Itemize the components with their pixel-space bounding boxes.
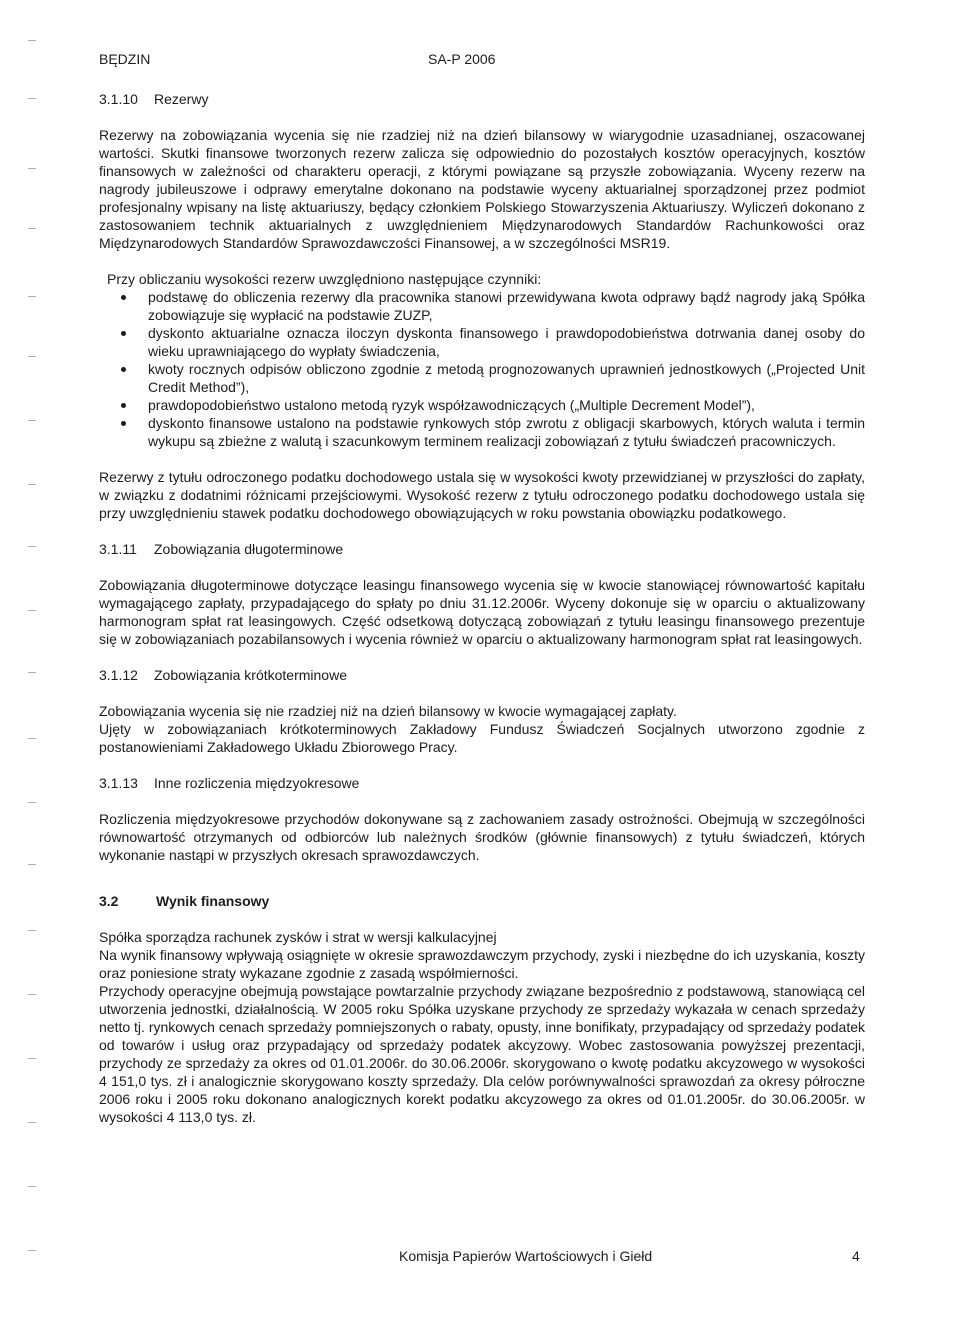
section-number: 3.2: [99, 893, 119, 909]
section-heading-3-2: [99, 892, 865, 910]
paragraph-short-term-2: Ujęty w zobowiązaniach krótkoterminowych Zakładowy Fundusz Świadczeń Socjalnych utworzono zgodnie z postanowieniami Zakładowego Układu Zbiorowego Pracy.: [99, 721, 865, 755]
section-number: 3.1.10: [99, 91, 138, 107]
list-item: kwoty rocznych odpisów obliczono zgodnie z metodą prognozowanych uprawnień jednostkowych („Projected Unit Credit Method”),: [148, 360, 865, 396]
bullet-icon: [121, 331, 126, 336]
section-number: 3.1.12: [99, 667, 138, 683]
paragraph-accruals: Rozliczenia międzyokresowe przychodów dokonywane są z zachowaniem zasady ostrożności. Obejmują w szczególności równowartość otrzymanych od odbiorców lub należnych środków (głównie finansowych) z tytułu świadczeń, których wykonanie nastąpi w przyszłych okresach sprawozdawczych.: [99, 811, 865, 863]
section-heading-3-1-13: [99, 774, 865, 792]
section-heading-3-1-10: [99, 90, 865, 108]
section-title: Inne rozliczenia międzyokresowe: [154, 775, 360, 791]
document-body: [99, 90, 865, 1126]
list-item: dyskonto finansowe ustalono na podstawie rynkowych stóp zwrotu z obligacji skarbowych, których waluta i termin wykupu są zbieżne z walutą i szacunkowym terminem realizacji zobowiązań z tytułu świadczeń pracowniczych.: [148, 414, 865, 450]
footer-institution: Komisja Papierów Wartościowych i Giełd: [399, 1248, 653, 1264]
section-heading-3-1-11: [99, 540, 865, 558]
paragraph-rezerwy: Rezerwy na zobowiązania wycenia się nie rzadziej niż na dzień bilansowy w wiarygodnie uzasadnianej, oszacowanej wartości. Skutki finansowe tworzonych rezerw zalicza się odpowiednio do pozostałych kosztów operacyjnych, kosztów finansowych w zależności od charakteru operacji, z którymi powiązane są przyszłe zobowiązania. Wyceny rezerw na nagrody jubileuszowe i odprawy emerytalne dokonano na podstawie wyceny aktuarialnej sporządzonej przez podmiot profesjonalny wpisany na listę aktuariuszy, będący członkiem Polskiego Stowarzyszenia Aktuariuszy. Wyliczeń dokonano z zastosowaniem technik aktuarialnych z uwzględnieniem Międzynarodowych Standardów Rachunkowości oraz Międzynarodowych Standardów Sprawozdawczości Finansowej, a w szczególności MSR19.: [99, 127, 865, 251]
bullet-icon: [121, 367, 126, 372]
list-item: prawdopodobieństwo ustalono metodą ryzyk współzawodniczących („Multiple Decrement Model”),: [148, 396, 865, 414]
page-number: 4: [852, 1248, 860, 1264]
factors-list: [99, 288, 865, 450]
section-title: Zobowiązania długoterminowe: [154, 541, 344, 557]
bullet-icon: [121, 295, 126, 300]
paragraph-short-term-1: Zobowiązania wycenia się nie rzadziej niż na dzień bilansowy w kwocie wymagającej zapłaty.: [99, 703, 677, 719]
section-number: 3.1.13: [99, 775, 138, 791]
scan-margin-marks: [28, 0, 36, 1319]
bullet-icon: [121, 421, 126, 426]
bullet-icon: [121, 403, 126, 408]
header-company: BĘDZIN: [99, 51, 151, 67]
section-number: 3.1.11: [99, 541, 137, 557]
header-report-code: SA-P 2006: [428, 51, 496, 67]
section-title: Zobowiązania krótkoterminowe: [154, 667, 347, 683]
list-item: podstawę do obliczenia rezerwy dla pracownika stanowi przewidywana kwota odprawy bądź nagrody jaką Spółka zobowiązuje się wypłacić na podstawie ZUZP,: [148, 288, 865, 324]
paragraph-long-term-liabilities: Zobowiązania długoterminowe dotyczące leasingu finansowego wycenia się w kwocie stanowiącej równowartość kapitału wymagającego zapłaty, przypadającego do spłaty po dniu 31.12.2006r. Wyceny dokonuje się w oparciu o aktualizowany harmonogram spłat rat leasingowych. Część odsetkową dotyczącą zobowiązań z tytułu leasingu finansowego prezentuje się w zobowiązaniach pozabilansowych i wycenia również w oparciu o aktualizowany harmonogram spłat rat leasingowych.: [99, 577, 865, 647]
list-item: dyskonto aktuarialne oznacza iloczyn dyskonta finansowego i prawdopodobieństwa dotrwania danej osoby do wieku uprawniającego do wypłaty świadczenia,: [148, 324, 865, 360]
paragraph-result-2: Na wynik finansowy wpływają osiągnięte w okresie sprawozdawczym przychody, zyski i niezbędne do ich uzyskania, koszty oraz poniesione straty wykazane zgodnie z zasadą współmierności.: [99, 947, 865, 981]
paragraph-deferred-tax: Rezerwy z tytułu odroczonego podatku dochodowego ustala się w wysokości kwoty przewidzianej w przyszłości do zapłaty, w związku z dodatnimi różnicami przejściowymi. Wysokość rezerw z tytułu odroczonego podatku dochodowego ustala się przy uwzględnieniu stawek podatku dochodowego obowiązujących w roku powstania obowiązku podatkowego.: [99, 469, 865, 521]
paragraph-result-3: Przychody operacyjne obejmują powstające powtarzalnie przychody związane bezpośrednio z podstawową, stanowiącą cel utworzenia jednostki, działalnością. W 2005 roku Spółka uzyskane przychody ze sprzedaży wykazała w cenach sprzedaży netto tj. rynkowych cenach sprzedaży pomniejszonych o rabaty, opusty, inne bonifikaty, przypadający od sprzedaży podatek od towarów i usług oraz przypadający od sprzedaży podatek akcyzowy. Wobec zastosowania powyższej prezentacji, przychody ze sprzedaży za okres od 01.01.2006r. do 30.06.2006r. skorygowano o kwotę podatku akcyzowego w wysokości 4 151,0 tys. zł i analogicznie skorygowano koszty sprzedaży. Dla celów porównywalności sprawozdań za okresy półroczne 2006 roku i 2005 roku dokonano analogicznych korekt podatku akcyzowego za okres od 01.01.2005r. do 30.06.2005r. w wysokości 4 113,0 tys. zł.: [99, 983, 865, 1125]
factors-intro: Przy obliczaniu wysokości rezerw uwzględniono następujące czynniki:: [107, 271, 542, 287]
section-title: Wynik finansowy: [156, 893, 270, 909]
section-title: Rezerwy: [154, 91, 209, 107]
paragraph-result-1: Spółka sporządza rachunek zysków i strat w wersji kalkulacyjnej: [99, 929, 497, 945]
section-heading-3-1-12: [99, 666, 865, 684]
